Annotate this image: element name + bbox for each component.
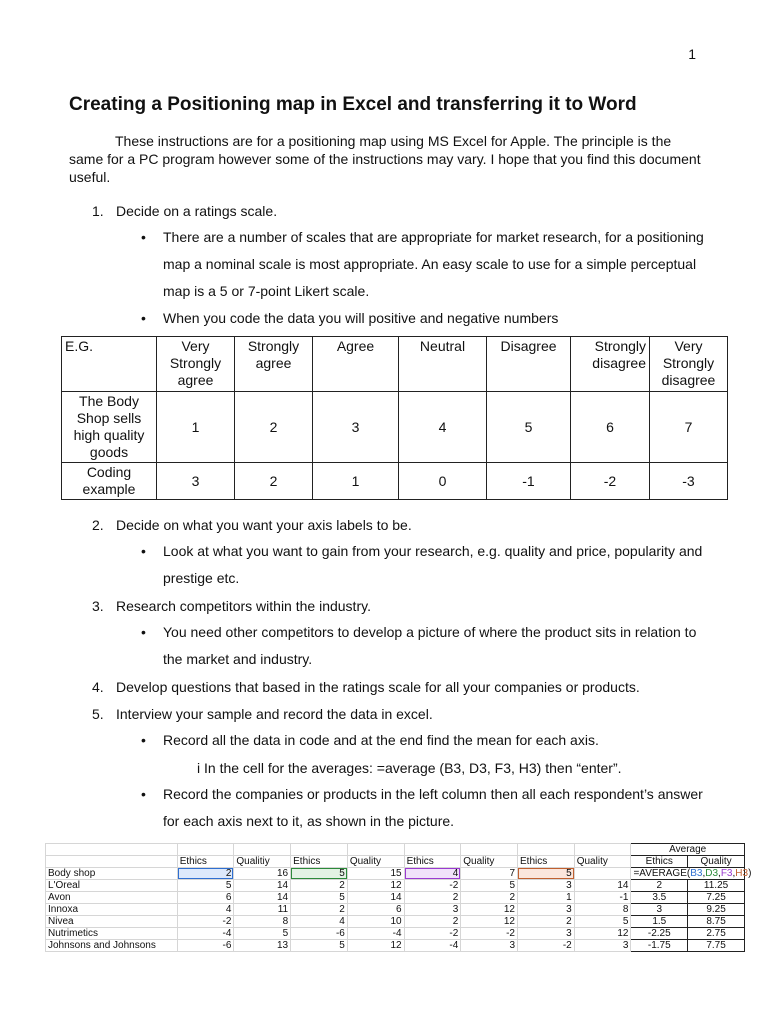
sheet-cell: 6 xyxy=(177,892,234,904)
bullet-text: You need other competitors to develop a picture of where the product sits in relation to the market and industry. xyxy=(163,624,697,667)
sheet-cell: 2 xyxy=(404,916,461,928)
formula-ref-d3: D3 xyxy=(705,868,719,879)
sheet-header-cell: Ethics xyxy=(631,856,688,868)
sheet-cell: 15 xyxy=(347,868,404,880)
sheet-cell: 12 xyxy=(461,916,518,928)
bullet-symbol: • xyxy=(141,786,146,802)
sheet-cell: 5 xyxy=(234,928,291,940)
likert-cell: -1 xyxy=(487,463,571,500)
sheet-cell: 12 xyxy=(574,928,631,940)
sheet-cell: 3 xyxy=(518,928,575,940)
sheet-cell: 1 xyxy=(518,892,575,904)
step-3 xyxy=(92,597,371,615)
likert-header-cell: E.G. xyxy=(62,337,157,392)
formula-cell[interactable] xyxy=(631,868,752,880)
sheet-cell xyxy=(574,844,631,856)
sheet-header-cell: Quality xyxy=(461,856,518,868)
formula-part: , xyxy=(718,868,721,879)
sheet-row-loreal xyxy=(46,880,745,892)
step-number: 1. xyxy=(92,203,104,219)
sheet-cell: 6 xyxy=(347,904,404,916)
sheet-cell: Body shop xyxy=(46,868,178,880)
sheet-cell: 7 xyxy=(461,868,518,880)
sheet-cell xyxy=(46,844,178,856)
sheet-row-body-shop xyxy=(46,868,745,880)
sheet-cell: 13 xyxy=(234,940,291,952)
average-cell: 2.75 xyxy=(688,928,745,940)
sheet-cell: Avon xyxy=(46,892,178,904)
step-number: 3. xyxy=(92,598,104,614)
sheet-row-innoxa xyxy=(46,904,745,916)
average-cell: 2 xyxy=(631,880,688,892)
step-5 xyxy=(92,705,433,723)
average-cell: -1.75 xyxy=(631,940,688,952)
sheet-cell: -4 xyxy=(404,940,461,952)
average-cell: 9.25 xyxy=(688,904,745,916)
sheet-cell: 5 xyxy=(574,916,631,928)
sheet-cell: 3 xyxy=(574,940,631,952)
step-number: 4. xyxy=(92,679,104,695)
sheet-cell xyxy=(177,844,234,856)
step-2 xyxy=(92,516,412,534)
step-text: Decide on what you want your axis labels to be. xyxy=(116,517,412,533)
excel-spreadsheet-screenshot xyxy=(45,843,752,952)
step-4 xyxy=(92,678,640,696)
sheet-row-johnsons xyxy=(46,940,745,952)
step-number: 5. xyxy=(92,706,104,722)
sheet-cell: -6 xyxy=(291,928,348,940)
sheet-row-avon xyxy=(46,892,745,904)
sheet-cell-selected-purple: 4 xyxy=(404,868,461,880)
sheet-cell xyxy=(347,844,404,856)
likert-header-cell: Very Strongly agree xyxy=(157,337,235,392)
likert-header-cell: Neutral xyxy=(399,337,487,392)
sheet-header-row xyxy=(46,856,745,868)
sheet-cell: 8 xyxy=(574,904,631,916)
sheet-header-cell: Ethics xyxy=(291,856,348,868)
average-cell: 7.25 xyxy=(688,892,745,904)
sheet-cell: 2 xyxy=(461,892,518,904)
likert-cell: 0 xyxy=(399,463,487,500)
sheet-cell xyxy=(404,844,461,856)
likert-cell: Coding example xyxy=(62,463,157,500)
sheet-cell: 14 xyxy=(574,880,631,892)
sheet-header-cell: Quality xyxy=(574,856,631,868)
formula-part: , xyxy=(732,868,736,879)
likert-cell: 7 xyxy=(650,392,728,463)
sheet-cell: 4 xyxy=(291,916,348,928)
bullet-1 xyxy=(141,224,711,305)
sheet-cell: 16 xyxy=(234,868,291,880)
likert-cell: 6 xyxy=(571,392,650,463)
sheet-cell: 12 xyxy=(461,904,518,916)
bullet-5 xyxy=(141,727,711,754)
sheet-cell xyxy=(518,844,575,856)
likert-cell: -2 xyxy=(571,463,650,500)
sheet-cell: 5 xyxy=(291,940,348,952)
sheet-header-cell: Ethics xyxy=(404,856,461,868)
bullet-text: When you code the data you will positive and negative numbers xyxy=(163,310,559,326)
average-cell: 3.5 xyxy=(631,892,688,904)
sheet-row-nivea xyxy=(46,916,745,928)
sheet-cell: L'Oreal xyxy=(46,880,178,892)
sheet-cell: 2 xyxy=(291,904,348,916)
step-text: Decide on a ratings scale. xyxy=(116,203,278,219)
average-cell: 8.75 xyxy=(688,916,745,928)
step-1 xyxy=(92,202,277,220)
averages-note: i In the cell for the averages: =average (B3, D3, F3, H3) then “enter”. xyxy=(197,760,622,776)
likert-scale-table xyxy=(61,336,728,500)
sheet-cell xyxy=(291,844,348,856)
sheet-cell: 10 xyxy=(347,916,404,928)
sheet-cell: 14 xyxy=(347,892,404,904)
sheet-cell: -1 xyxy=(574,892,631,904)
sheet-cell: -2 xyxy=(461,928,518,940)
step-text: Research competitors within the industry. xyxy=(116,598,371,614)
likert-cell: 3 xyxy=(157,463,235,500)
sheet-cell: 14 xyxy=(234,892,291,904)
likert-header-cell: Disagree xyxy=(487,337,571,392)
sheet-header-cell: Qualitiy xyxy=(234,856,291,868)
document-title: Creating a Positioning map in Excel and transferring it to Word xyxy=(69,94,637,115)
bullet-symbol: • xyxy=(141,543,146,559)
likert-cell: 1 xyxy=(313,463,399,500)
likert-header-cell: Very Strongly disagree xyxy=(650,337,728,392)
bullet-4 xyxy=(141,619,711,673)
formula-ref-f3: F3 xyxy=(720,868,733,879)
sheet-cell: Nutrimetics xyxy=(46,928,178,940)
likert-cell: 2 xyxy=(235,392,313,463)
sheet-cell: 4 xyxy=(177,904,234,916)
likert-row xyxy=(62,463,728,500)
average-label: Average xyxy=(631,844,745,856)
bullet-2 xyxy=(141,305,711,332)
formula-part: , xyxy=(702,868,706,879)
sheet-cell: Innoxa xyxy=(46,904,178,916)
sheet-cell-selected-red: 5 xyxy=(518,868,575,880)
intro-paragraph: These instructions are for a positioning map using MS Excel for Apple. The principle is the same for a PC program however some of the instructions may vary. I hope that you find this document useful. xyxy=(69,133,701,185)
sheet-cell: -2 xyxy=(177,916,234,928)
sheet-cell: 2 xyxy=(518,916,575,928)
average-cell: 1.5 xyxy=(631,916,688,928)
bullet-symbol: • xyxy=(141,229,146,245)
excel-grid xyxy=(45,843,752,952)
sheet-cell: 12 xyxy=(347,880,404,892)
average-cell: 3 xyxy=(631,904,688,916)
likert-row xyxy=(62,392,728,463)
bullet-text: Record all the data in code and at the end find the mean for each axis. xyxy=(163,732,599,748)
sheet-cell: -4 xyxy=(347,928,404,940)
sheet-cell-selected-blue: 2 xyxy=(177,868,234,880)
bullet-symbol: • xyxy=(141,624,146,640)
sheet-cell: 5 xyxy=(177,880,234,892)
formula-part: =AVERAGE( xyxy=(633,868,691,879)
sheet-cell: 3 xyxy=(518,880,575,892)
average-cell: 7.75 xyxy=(688,940,745,952)
sheet-cell: 2 xyxy=(291,880,348,892)
formula-ref-b3: B3 xyxy=(690,868,703,879)
sheet-cell: 5 xyxy=(291,892,348,904)
sheet-header-cell: Quality xyxy=(688,856,745,868)
step-text: Interview your sample and record the data in excel. xyxy=(116,706,433,722)
bullet-text: Look at what you want to gain from your research, e.g. quality and price, popularity and prestige etc. xyxy=(163,543,703,586)
sheet-cell: 3 xyxy=(404,904,461,916)
sheet-cell: 3 xyxy=(461,940,518,952)
likert-header-cell: Strongly agree xyxy=(235,337,313,392)
bullet-symbol: • xyxy=(141,310,146,326)
step-text: Develop questions that based in the ratings scale for all your companies or products. xyxy=(116,679,640,695)
likert-cell: 2 xyxy=(235,463,313,500)
likert-header-row xyxy=(62,337,728,392)
sheet-cell xyxy=(234,844,291,856)
sheet-cell: 2 xyxy=(404,892,461,904)
sheet-cell xyxy=(574,868,631,880)
likert-header-cell: Agree xyxy=(313,337,399,392)
sheet-header-cell: Quality xyxy=(347,856,404,868)
sheet-cell: 5 xyxy=(461,880,518,892)
bullet-text: Record the companies or products in the left column then all each respondent’s answer for each axis next to it, as shown in the picture. xyxy=(163,786,703,829)
sheet-cell xyxy=(461,844,518,856)
sheet-cell: -2 xyxy=(404,880,461,892)
formula-part: ) xyxy=(748,868,752,879)
sheet-header-cell xyxy=(46,856,178,868)
sheet-cell-selected-green: 5 xyxy=(291,868,348,880)
sheet-header-cell: Ethics xyxy=(518,856,575,868)
bullet-text: There are a number of scales that are appropriate for market research, for a positioning map a nominal scale is most appropriate. An easy scale to use for a simple perceptual map is a 5 or 7-point Likert scale. xyxy=(163,229,704,299)
likert-cell: 5 xyxy=(487,392,571,463)
sheet-cell: -2 xyxy=(518,940,575,952)
likert-cell: The Body Shop sells high quality goods xyxy=(62,392,157,463)
likert-cell: 1 xyxy=(157,392,235,463)
sheet-cell: 14 xyxy=(234,880,291,892)
likert-cell: 4 xyxy=(399,392,487,463)
sheet-cell: Nivea xyxy=(46,916,178,928)
average-cell: 11.25 xyxy=(688,880,745,892)
likert-cell: -3 xyxy=(650,463,728,500)
formula-ref-h3: H3 xyxy=(735,868,749,879)
sheet-header-cell: Ethics xyxy=(177,856,234,868)
sheet-row-nutrimetics xyxy=(46,928,745,940)
sheet-cell: -4 xyxy=(177,928,234,940)
likert-cell: 3 xyxy=(313,392,399,463)
likert-header-cell: Strongly disagree xyxy=(571,337,650,392)
bullet-symbol: • xyxy=(141,732,146,748)
sheet-cell: -2 xyxy=(404,928,461,940)
sheet-row-average-label xyxy=(46,844,745,856)
sheet-cell: 8 xyxy=(234,916,291,928)
sheet-cell: 12 xyxy=(347,940,404,952)
sheet-cell: 11 xyxy=(234,904,291,916)
bullet-6 xyxy=(141,781,711,835)
step-number: 2. xyxy=(92,517,104,533)
page-number: 1 xyxy=(688,46,696,62)
sheet-cell: 3 xyxy=(518,904,575,916)
average-cell: -2.25 xyxy=(631,928,688,940)
sheet-cell: Johnsons and Johnsons xyxy=(46,940,178,952)
sheet-cell: -6 xyxy=(177,940,234,952)
bullet-3 xyxy=(141,538,711,592)
